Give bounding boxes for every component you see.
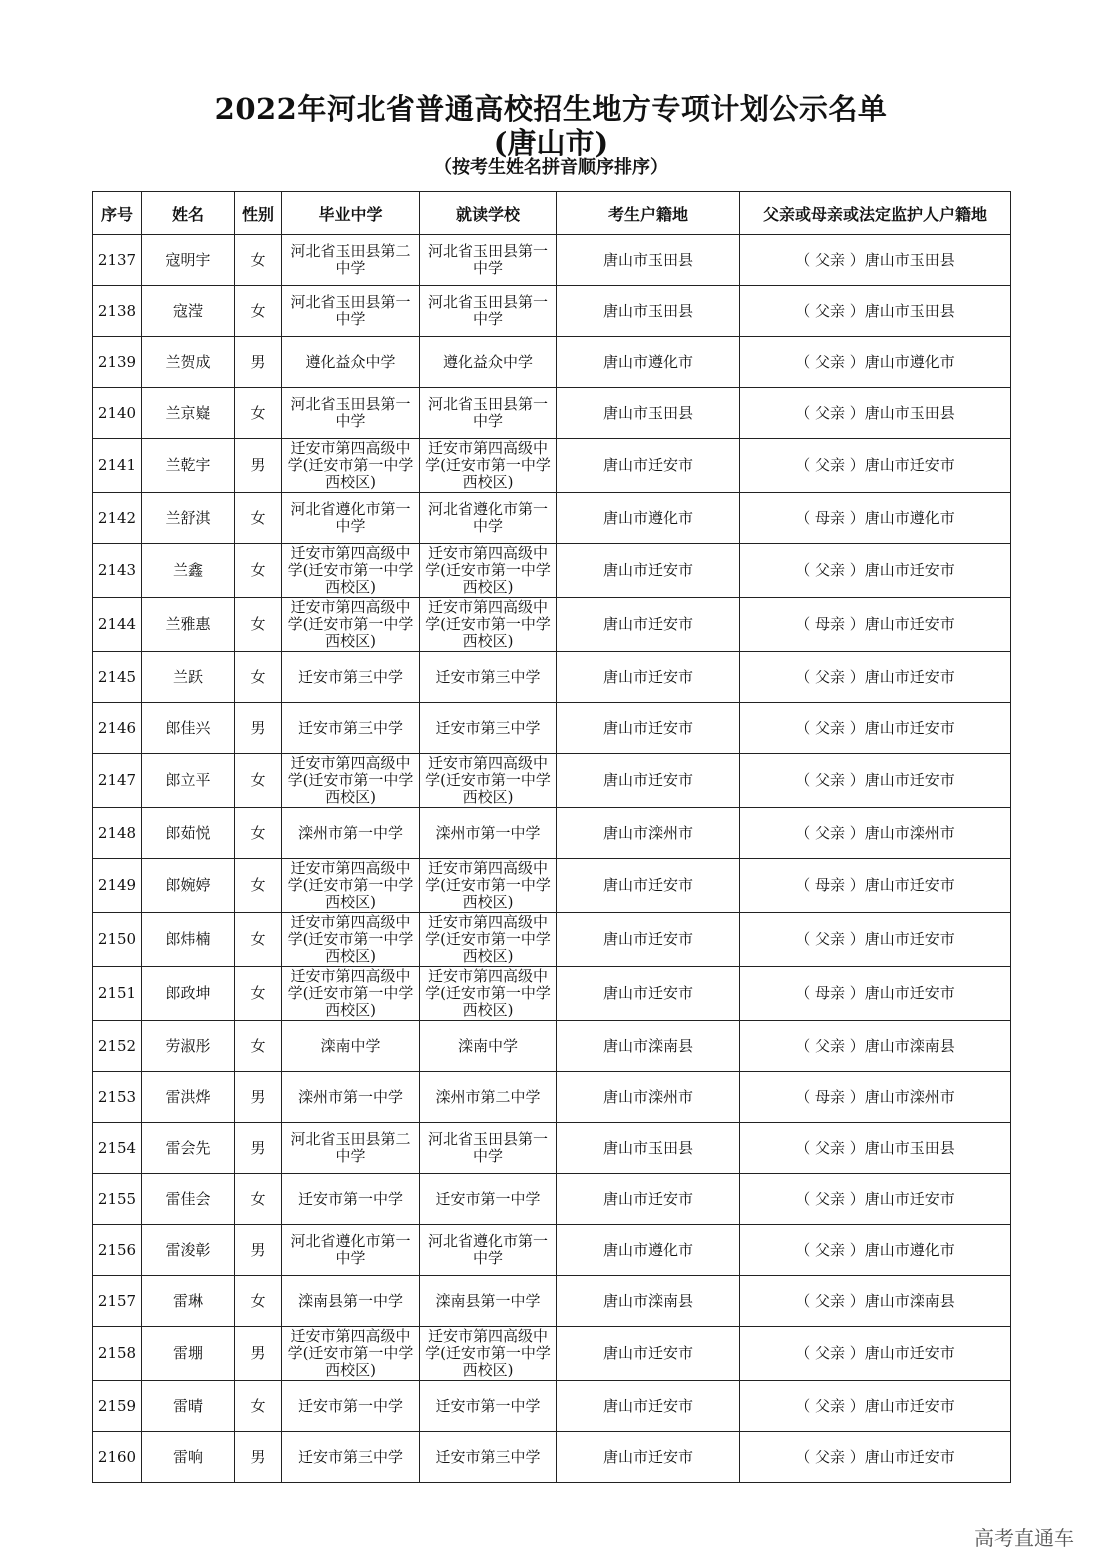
cell-current-school: 滦州市第一中学 (420, 808, 557, 859)
table-row (93, 754, 1011, 808)
cell-seq: 2147 (93, 754, 142, 808)
cell-name: 郎政坤 (142, 967, 235, 1021)
page-subtitle-city: (唐山市) (493, 126, 609, 160)
table-row (93, 1327, 1011, 1381)
cell-name: 兰舒淇 (142, 493, 235, 544)
cell-guardian-residence: （ 父亲 ）唐山市遵化市 (740, 337, 1011, 388)
cell-guardian-residence: （ 父亲 ）唐山市玉田县 (740, 235, 1011, 286)
cell-seq: 2149 (93, 859, 142, 913)
header-current-school: 就读学校 (420, 192, 557, 235)
cell-guardian-residence: （ 父亲 ）唐山市迁安市 (740, 1174, 1011, 1225)
cell-seq: 2137 (93, 235, 142, 286)
cell-residence: 唐山市迁安市 (557, 1174, 740, 1225)
cell-grad-school: 滦南县第一中学 (282, 1276, 420, 1327)
table-body (93, 235, 1011, 1483)
cell-gender: 男 (235, 337, 282, 388)
cell-residence: 唐山市迁安市 (557, 967, 740, 1021)
cell-name: 雷晴 (142, 1381, 235, 1432)
cell-guardian-residence: （ 父亲 ）唐山市玉田县 (740, 388, 1011, 439)
cell-residence: 唐山市滦州市 (557, 1072, 740, 1123)
cell-grad-school: 河北省玉田县第二中学 (282, 1123, 420, 1174)
cell-name: 郎茹悦 (142, 808, 235, 859)
cell-current-school: 滦南中学 (420, 1021, 557, 1072)
cell-guardian-residence: （ 父亲 ）唐山市迁安市 (740, 1432, 1011, 1483)
cell-name: 寇明宇 (142, 235, 235, 286)
cell-seq: 2160 (93, 1432, 142, 1483)
cell-gender: 女 (235, 967, 282, 1021)
header-gender: 性别 (235, 192, 282, 235)
cell-gender: 女 (235, 388, 282, 439)
cell-guardian-residence: （ 父亲 ）唐山市迁安市 (740, 439, 1011, 493)
cell-seq: 2153 (93, 1072, 142, 1123)
cell-current-school: 迁安市第四高级中学(迁安市第一中学西校区) (420, 544, 557, 598)
cell-guardian-residence: （ 母亲 ）唐山市遵化市 (740, 493, 1011, 544)
cell-residence: 唐山市迁安市 (557, 859, 740, 913)
header-guardian-residence: 父亲或母亲或法定监护人户籍地 (740, 192, 1011, 235)
cell-current-school: 迁安市第四高级中学(迁安市第一中学西校区) (420, 598, 557, 652)
cell-residence: 唐山市迁安市 (557, 1381, 740, 1432)
cell-residence: 唐山市迁安市 (557, 439, 740, 493)
cell-gender: 女 (235, 1276, 282, 1327)
page-title: 2022年河北省普通高校招生地方专项计划公示名单 (214, 92, 888, 126)
cell-residence: 唐山市迁安市 (557, 1327, 740, 1381)
cell-residence: 唐山市迁安市 (557, 913, 740, 967)
cell-name: 兰雅惠 (142, 598, 235, 652)
cell-residence: 唐山市迁安市 (557, 544, 740, 598)
cell-grad-school: 河北省遵化市第一中学 (282, 1225, 420, 1276)
table-header-row (93, 192, 1011, 235)
header-name: 姓名 (142, 192, 235, 235)
table-row (93, 703, 1011, 754)
cell-name: 郎立平 (142, 754, 235, 808)
cell-residence: 唐山市滦州市 (557, 808, 740, 859)
cell-current-school: 迁安市第四高级中学(迁安市第一中学西校区) (420, 439, 557, 493)
table-row (93, 652, 1011, 703)
cell-grad-school: 河北省玉田县第一中学 (282, 286, 420, 337)
cell-grad-school: 迁安市第四高级中学(迁安市第一中学西校区) (282, 967, 420, 1021)
cell-seq: 2148 (93, 808, 142, 859)
table-row (93, 544, 1011, 598)
cell-seq: 2158 (93, 1327, 142, 1381)
cell-seq: 2156 (93, 1225, 142, 1276)
cell-current-school: 迁安市第三中学 (420, 703, 557, 754)
header-grad-school: 毕业中学 (282, 192, 420, 235)
cell-gender: 女 (235, 913, 282, 967)
table-row (93, 967, 1011, 1021)
cell-grad-school: 迁安市第三中学 (282, 703, 420, 754)
table-row (93, 598, 1011, 652)
cell-grad-school: 迁安市第四高级中学(迁安市第一中学西校区) (282, 544, 420, 598)
cell-current-school: 迁安市第一中学 (420, 1381, 557, 1432)
cell-gender: 男 (235, 1072, 282, 1123)
cell-guardian-residence: （ 父亲 ）唐山市迁安市 (740, 544, 1011, 598)
cell-seq: 2138 (93, 286, 142, 337)
cell-grad-school: 滦州市第一中学 (282, 1072, 420, 1123)
cell-current-school: 河北省玉田县第一中学 (420, 235, 557, 286)
cell-grad-school: 迁安市第一中学 (282, 1174, 420, 1225)
cell-gender: 女 (235, 859, 282, 913)
table-row (93, 1381, 1011, 1432)
cell-seq: 2143 (93, 544, 142, 598)
table-row (93, 808, 1011, 859)
table-row (93, 439, 1011, 493)
cell-current-school: 迁安市第一中学 (420, 1174, 557, 1225)
cell-name: 兰乾宇 (142, 439, 235, 493)
cell-name: 雷琳 (142, 1276, 235, 1327)
cell-name: 兰京嶷 (142, 388, 235, 439)
table-row (93, 337, 1011, 388)
cell-guardian-residence: （ 父亲 ）唐山市滦南县 (740, 1276, 1011, 1327)
table-row (93, 493, 1011, 544)
cell-residence: 唐山市迁安市 (557, 598, 740, 652)
table-row (93, 1174, 1011, 1225)
cell-seq: 2159 (93, 1381, 142, 1432)
cell-grad-school: 迁安市第三中学 (282, 652, 420, 703)
table-row (93, 1276, 1011, 1327)
table-row (93, 1021, 1011, 1072)
cell-grad-school: 迁安市第四高级中学(迁安市第一中学西校区) (282, 913, 420, 967)
cell-name: 兰贺成 (142, 337, 235, 388)
cell-name: 雷会先 (142, 1123, 235, 1174)
cell-residence: 唐山市玉田县 (557, 235, 740, 286)
cell-current-school: 迁安市第三中学 (420, 652, 557, 703)
cell-name: 雷浚彰 (142, 1225, 235, 1276)
cell-name: 雷响 (142, 1432, 235, 1483)
cell-grad-school: 滦州市第一中学 (282, 808, 420, 859)
cell-residence: 唐山市玉田县 (557, 388, 740, 439)
cell-current-school: 迁安市第四高级中学(迁安市第一中学西校区) (420, 1327, 557, 1381)
cell-residence: 唐山市迁安市 (557, 754, 740, 808)
cell-seq: 2154 (93, 1123, 142, 1174)
cell-residence: 唐山市滦南县 (557, 1276, 740, 1327)
cell-gender: 男 (235, 1327, 282, 1381)
cell-name: 雷堋 (142, 1327, 235, 1381)
cell-guardian-residence: （ 父亲 ）唐山市玉田县 (740, 286, 1011, 337)
cell-guardian-residence: （ 父亲 ）唐山市迁安市 (740, 703, 1011, 754)
cell-gender: 男 (235, 1225, 282, 1276)
cell-gender: 女 (235, 544, 282, 598)
cell-gender: 女 (235, 652, 282, 703)
cell-gender: 女 (235, 286, 282, 337)
cell-seq: 2141 (93, 439, 142, 493)
cell-seq: 2140 (93, 388, 142, 439)
cell-current-school: 迁安市第三中学 (420, 1432, 557, 1483)
cell-grad-school: 滦南中学 (282, 1021, 420, 1072)
cell-gender: 男 (235, 1123, 282, 1174)
cell-grad-school: 迁安市第四高级中学(迁安市第一中学西校区) (282, 754, 420, 808)
cell-grad-school: 迁安市第三中学 (282, 1432, 420, 1483)
cell-grad-school: 遵化益众中学 (282, 337, 420, 388)
cell-grad-school: 迁安市第四高级中学(迁安市第一中学西校区) (282, 859, 420, 913)
cell-name: 寇滢 (142, 286, 235, 337)
cell-guardian-residence: （ 父亲 ）唐山市迁安市 (740, 1327, 1011, 1381)
cell-current-school: 迁安市第四高级中学(迁安市第一中学西校区) (420, 754, 557, 808)
cell-grad-school: 河北省玉田县第一中学 (282, 388, 420, 439)
watermark: 高考直通车 (974, 1526, 1074, 1550)
cell-residence: 唐山市滦南县 (557, 1021, 740, 1072)
cell-gender: 女 (235, 808, 282, 859)
cell-grad-school: 迁安市第四高级中学(迁安市第一中学西校区) (282, 1327, 420, 1381)
cell-name: 兰鑫 (142, 544, 235, 598)
cell-current-school: 滦州市第二中学 (420, 1072, 557, 1123)
cell-gender: 男 (235, 439, 282, 493)
cell-seq: 2146 (93, 703, 142, 754)
cell-seq: 2142 (93, 493, 142, 544)
cell-residence: 唐山市玉田县 (557, 1123, 740, 1174)
cell-guardian-residence: （ 父亲 ）唐山市迁安市 (740, 913, 1011, 967)
cell-residence: 唐山市迁安市 (557, 652, 740, 703)
table-row (93, 913, 1011, 967)
table-row (93, 1123, 1011, 1174)
cell-seq: 2139 (93, 337, 142, 388)
cell-guardian-residence: （ 母亲 ）唐山市滦州市 (740, 1072, 1011, 1123)
cell-name: 郎佳兴 (142, 703, 235, 754)
cell-guardian-residence: （ 父亲 ）唐山市迁安市 (740, 754, 1011, 808)
table-row (93, 1072, 1011, 1123)
cell-grad-school: 迁安市第一中学 (282, 1381, 420, 1432)
cell-seq: 2151 (93, 967, 142, 1021)
cell-seq: 2150 (93, 913, 142, 967)
cell-guardian-residence: （ 父亲 ）唐山市玉田县 (740, 1123, 1011, 1174)
table-row (93, 388, 1011, 439)
table-row (93, 1432, 1011, 1483)
cell-guardian-residence: （ 母亲 ）唐山市迁安市 (740, 967, 1011, 1021)
cell-gender: 男 (235, 703, 282, 754)
page-subtitle-sort-note: （按考生姓名拼音顺序排序） (434, 157, 668, 178)
cell-gender: 女 (235, 1021, 282, 1072)
cell-name: 郎婉婷 (142, 859, 235, 913)
cell-name: 雷洪烨 (142, 1072, 235, 1123)
cell-current-school: 河北省玉田县第一中学 (420, 1123, 557, 1174)
roster-table (92, 191, 1011, 1483)
table-row (93, 859, 1011, 913)
cell-seq: 2144 (93, 598, 142, 652)
cell-guardian-residence: （ 母亲 ）唐山市迁安市 (740, 598, 1011, 652)
cell-gender: 男 (235, 1432, 282, 1483)
cell-guardian-residence: （ 母亲 ）唐山市迁安市 (740, 859, 1011, 913)
table-row (93, 286, 1011, 337)
cell-seq: 2152 (93, 1021, 142, 1072)
cell-grad-school: 河北省玉田县第二中学 (282, 235, 420, 286)
cell-gender: 女 (235, 1381, 282, 1432)
cell-guardian-residence: （ 父亲 ）唐山市迁安市 (740, 1381, 1011, 1432)
cell-residence: 唐山市遵化市 (557, 337, 740, 388)
cell-residence: 唐山市迁安市 (557, 703, 740, 754)
header-residence: 考生户籍地 (557, 192, 740, 235)
cell-guardian-residence: （ 父亲 ）唐山市遵化市 (740, 1225, 1011, 1276)
cell-guardian-residence: （ 父亲 ）唐山市滦南县 (740, 1021, 1011, 1072)
cell-guardian-residence: （ 父亲 ）唐山市滦州市 (740, 808, 1011, 859)
cell-guardian-residence: （ 父亲 ）唐山市迁安市 (740, 652, 1011, 703)
cell-gender: 女 (235, 754, 282, 808)
cell-name: 兰跃 (142, 652, 235, 703)
cell-grad-school: 河北省遵化市第一中学 (282, 493, 420, 544)
cell-current-school: 迁安市第四高级中学(迁安市第一中学西校区) (420, 913, 557, 967)
cell-current-school: 迁安市第四高级中学(迁安市第一中学西校区) (420, 859, 557, 913)
cell-seq: 2157 (93, 1276, 142, 1327)
cell-gender: 女 (235, 235, 282, 286)
cell-grad-school: 迁安市第四高级中学(迁安市第一中学西校区) (282, 439, 420, 493)
cell-grad-school: 迁安市第四高级中学(迁安市第一中学西校区) (282, 598, 420, 652)
cell-current-school: 滦南县第一中学 (420, 1276, 557, 1327)
cell-current-school: 河北省遵化市第一中学 (420, 1225, 557, 1276)
cell-current-school: 迁安市第四高级中学(迁安市第一中学西校区) (420, 967, 557, 1021)
cell-current-school: 河北省玉田县第一中学 (420, 286, 557, 337)
table-row (93, 1225, 1011, 1276)
cell-residence: 唐山市迁安市 (557, 1432, 740, 1483)
cell-current-school: 河北省玉田县第一中学 (420, 388, 557, 439)
cell-seq: 2145 (93, 652, 142, 703)
cell-residence: 唐山市遵化市 (557, 1225, 740, 1276)
cell-gender: 女 (235, 493, 282, 544)
cell-residence: 唐山市玉田县 (557, 286, 740, 337)
cell-gender: 女 (235, 1174, 282, 1225)
cell-current-school: 河北省遵化市第一中学 (420, 493, 557, 544)
cell-residence: 唐山市遵化市 (557, 493, 740, 544)
table-row (93, 235, 1011, 286)
cell-gender: 女 (235, 598, 282, 652)
cell-current-school: 遵化益众中学 (420, 337, 557, 388)
cell-name: 雷佳会 (142, 1174, 235, 1225)
header-seq: 序号 (93, 192, 142, 235)
cell-name: 劳淑彤 (142, 1021, 235, 1072)
cell-seq: 2155 (93, 1174, 142, 1225)
cell-name: 郎炜楠 (142, 913, 235, 967)
